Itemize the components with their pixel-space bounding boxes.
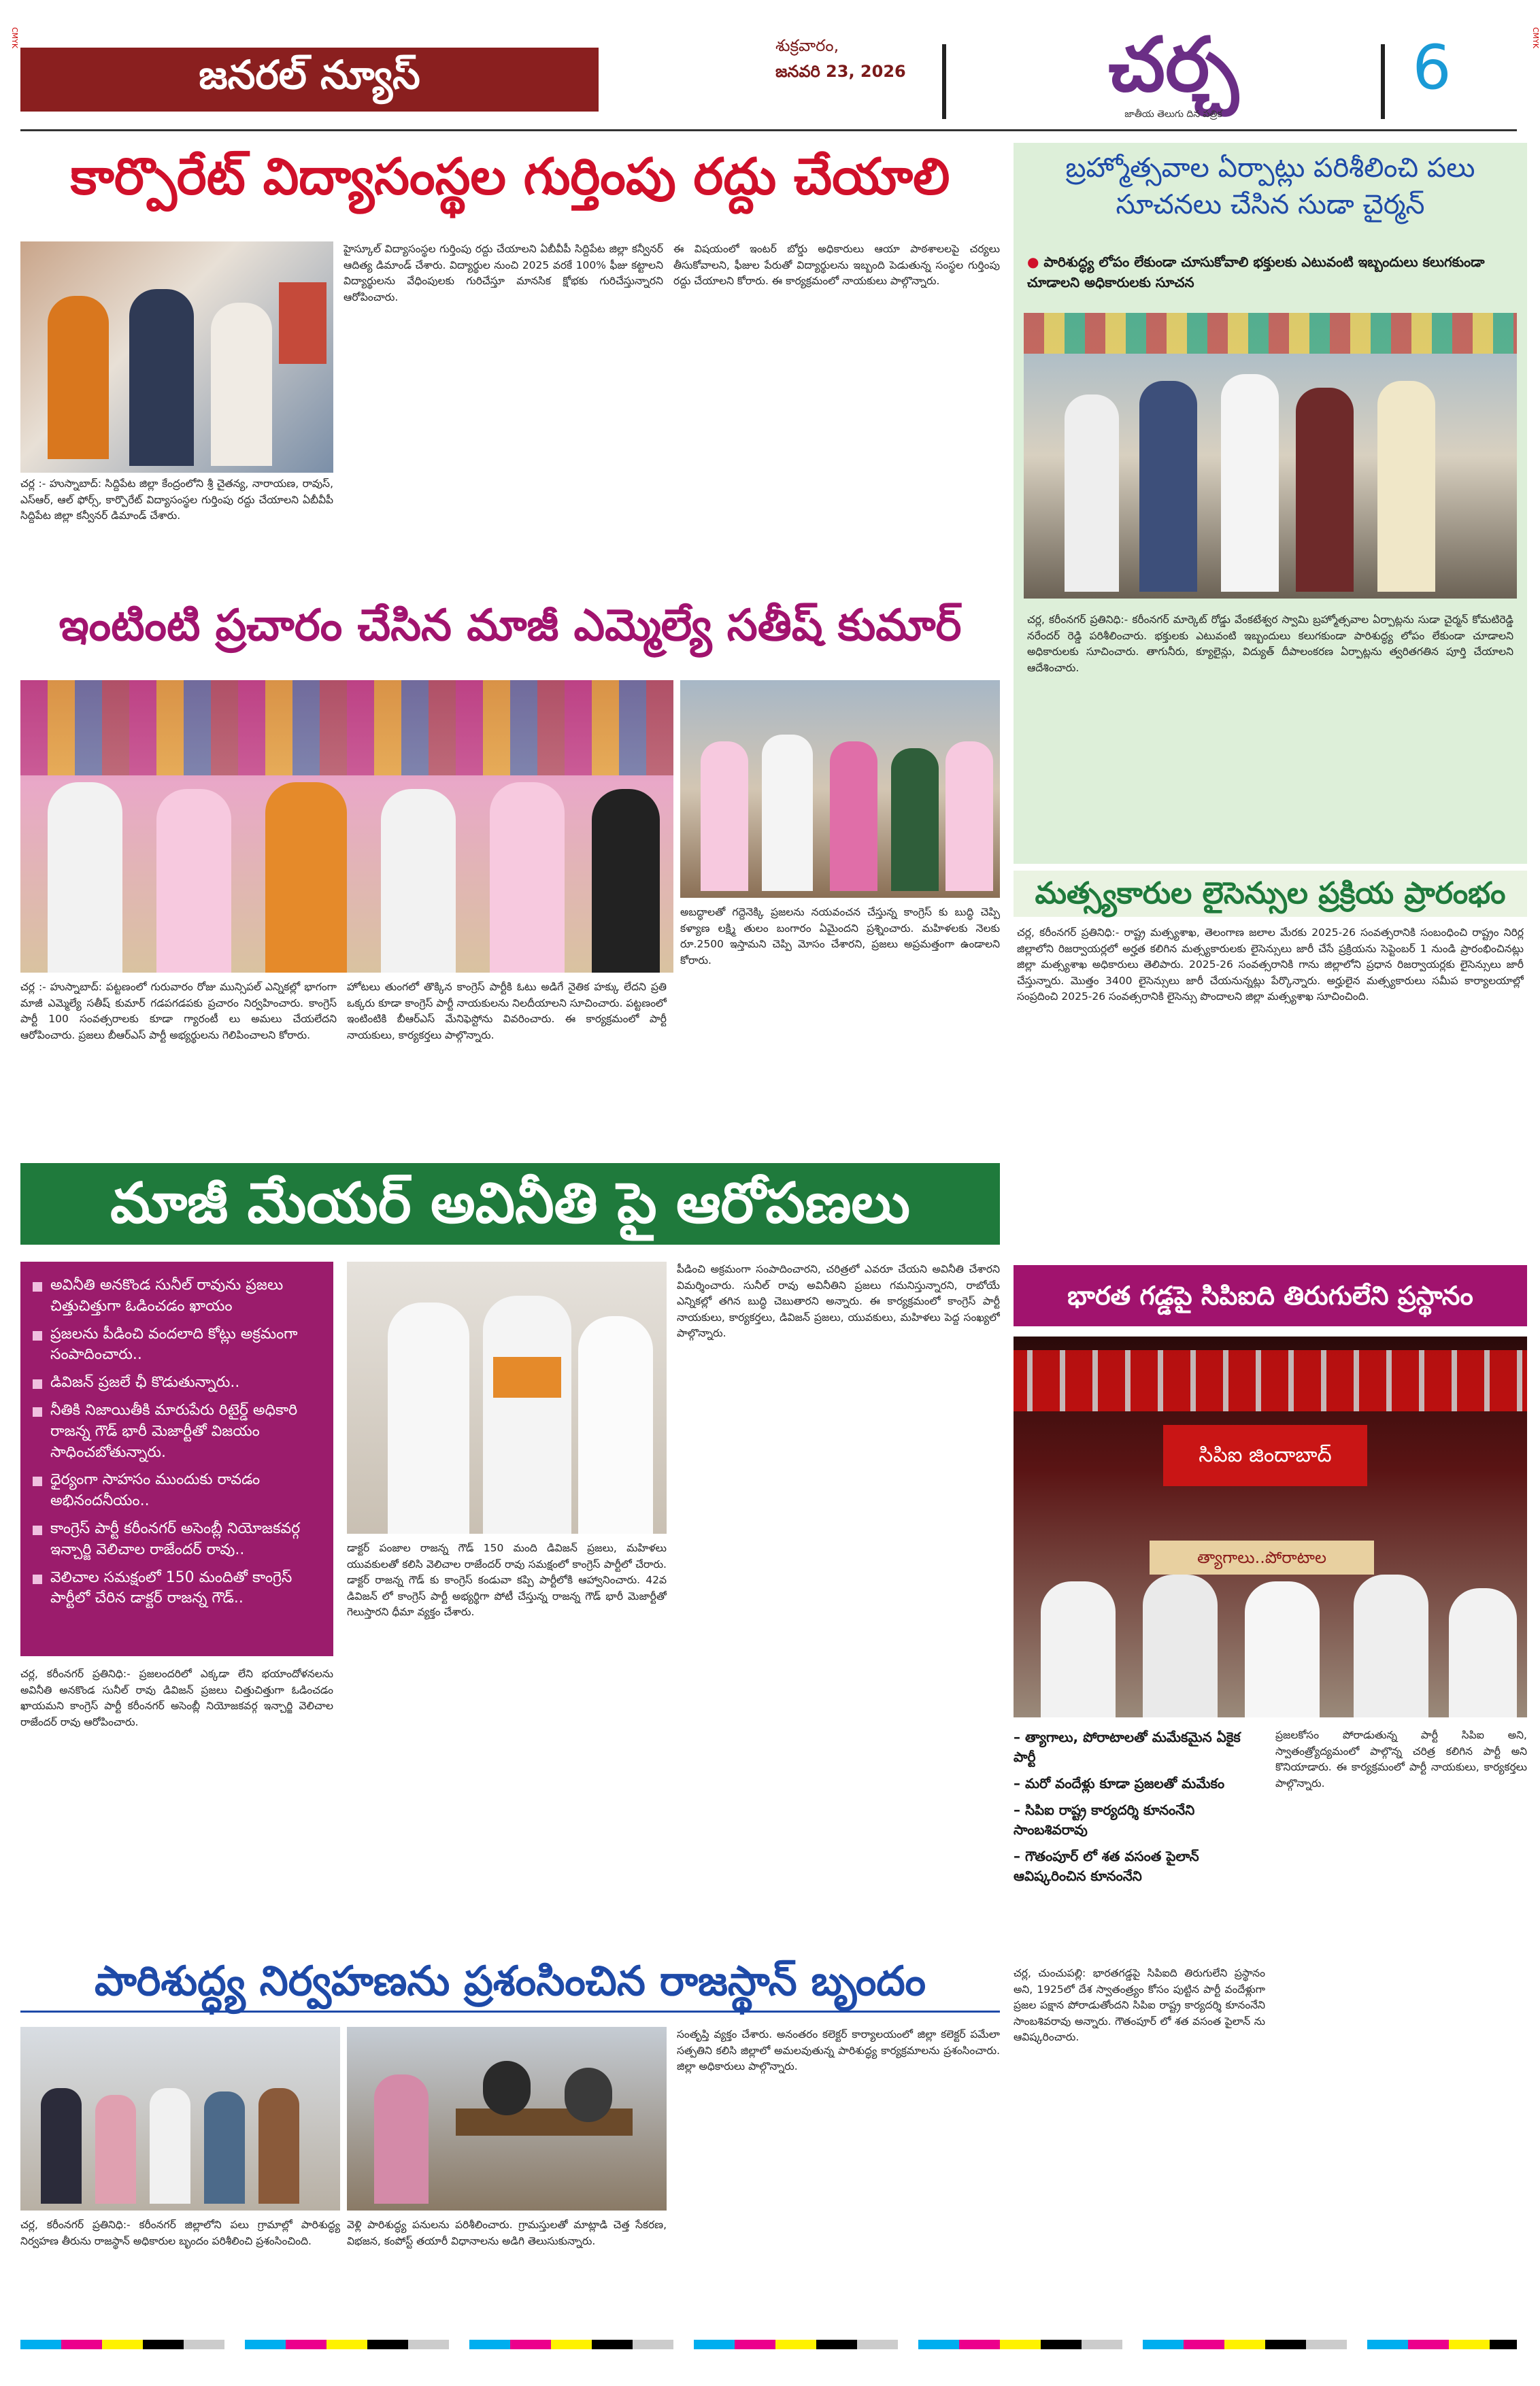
page-number: 6 [1412,32,1452,103]
corporate-body-col3: ఈ విషయంలో ఇంటర్ బోర్డు అధికారులు ఆయా పాఠశాలలపై చర్యలు తీసుకోవాలని, ఫీజుల పేరుతో విద్యార్థులను ఇబ్బంది పెడుతున్న సంస్థల గుర్తింపు రద్దు చేయాలని కోరారు. ఈ కార్యక్రమంలో నాయకులు పాల్గొన్నారు. [673,243,1000,288]
satish-photo-2 [680,680,1000,898]
logo: చర్చ [1108,21,1239,108]
corporate-photo [20,241,333,473]
mayor-bullets [33,1275,321,1609]
logo-tagline: జాతీయ తెలుగు దిన పత్రిక [1124,109,1222,120]
satish-body-col2: హోటలు తుంగలో తొక్కిన కాంగ్రెస్ పార్టీకి ఓటు అడిగే నైతిక హక్కు లేదని ప్రతి ఒక్కరు కూడా కాంగ్రెస్ పార్టీ నాయకులను నిలదీయాలని సూచించారు. పట్టణంలో ఇంటింటికి బీఆర్ఎస్ మేనిఫెస్టోను వివరించారు. ఈ కార్యక్రమంలో పార్టీ నాయకులు, కార్యకర్తలు పాల్గొన్నారు. [347,981,667,1041]
mayor-body-col2: డాక్టర్ పంజాల రాజన్న గౌడ్ 150 మంది డివిజన్ ప్రజలు, మహిళలు యువకులతో కలిసి వెలిచాల రాజేందర్ రావు సమక్షంలో కాంగ్రెస్ పార్టీలో చేరారు. డాక్టర్ రాజన్న గౌడ్ కు కాంగ్రెస్ కండువా కప్పి పార్టీలోకి ఆహ్వానించారు. 42వ డివిజన్ లో కాంగ్రెస్ పార్టీ అభ్యర్థిగా పోటీ చేస్తున్న రాజన్న గౌడ్ భారీ మెజార్టీతో గెలుస్తారని ధీమా వ్యక్తం చేశారు. [347,1542,667,1619]
header-divider-2 [1381,44,1385,119]
fisheries-headline: మత్స్యకారుల లైసెన్సుల ప్రక్రియ ప్రారంభం [1014,871,1527,917]
corner-mark-right: CMYK [1531,27,1540,49]
cpi-bullet: – మరో వందేళ్లు కూడా ప్రజలతో మమేకం [1014,1775,1225,1792]
brahmotsavam-body: చర్ల, కరీంనగర్ ప్రతినిధి:- కరీంనగర్ మార్కెట్ రోడ్డు వేంకటేశ్వర స్వామి బ్రహ్మోత్సవాల ఏర్పాట్లను సుడా చైర్మన్ కోమటిరెడ్డి నరేందర్ రెడ్డి పరిశీలించారు. భక్తులకు ఎటువంటి ఇబ్బందులు కలుగకుండా పారిశుద్ధ్య లోపం లేకుండా చూడాలని అధికారులకు సూచించారు. తాగునీరు, క్యూలైన్లు, విద్యుత్ దీపాలంకరణ ఏర్పాట్లను త్వరితగతిన పూర్తి చేయాలని ఆదేశించారు. [1027,614,1513,674]
date-label: జనవరి 23, 2026 [775,62,906,82]
corporate-body-col2: హైస్కూల్ విద్యాసంస్థల గుర్తింపు రద్దు చేయాలని ఏబీవీపీ సిద్దిపేట జిల్లా కన్వీనర్ ఆదిత్య డిమాండ్ చేశారు. విద్యార్థుల నుంచి 2025 వరకే 100% ఫీజు కట్టాలని విద్యార్థులను వేధింపులకు గురిచేస్తూ మానసిక క్షోభకు గురిచేస్తున్నారని ఆరోపించారు. [344,243,663,303]
corporate-caption: చర్ల :- హుస్నాబాద్: సిద్దిపేట జిల్లా కేంద్రంలోని శ్రీ చైతన్య, నారాయణ, రావుస్, ఎస్ఆర్, ఆల్ ఫోర్స్, కార్పొరేట్ విద్యాసంస్థల గుర్తింపు రద్దు చేయాలని ఏబీవీపీ సిద్దిపేట జిల్లా కన్వీనర్ డిమాండ్ చేశారు. [20,477,333,522]
rajasthan-headline: పారిశుద్ధ్య నిర్వహణను ప్రశంసించిన రాజస్థాన్ బృందం [20,1959,1000,2013]
cpi-headline: భారత గడ్డపై సిపిఐది తిరుగులేని ప్రస్థానం [1014,1265,1527,1326]
mayor-body-col3: పీడించి అక్రమంగా సంపాదించారని, చరిత్రలో ఎవరూ చేయని అవినీతి చేశారని విమర్శించారు. సునీల్ రావు అవినీతిని ప్రజలు గమనిస్తున్నారని, రాబోయే ఎన్నికల్లో తగిన బుద్ధి చెబుతారని అన్నారు. ఈ కార్యక్రమంలో కాంగ్రెస్ పార్టీ నాయకులు, కార్యకర్తలు, డివిజన్ ప్రజలు, యువకులు, మహిళలు పెద్ద సంఖ్యలో పాల్గొన్నారు. [677,1263,1000,1340]
mayor-body-col1: చర్ల, కరీంనగర్ ప్రతినిధి:- ప్రజలందరిలో ఎక్కడా లేని భయాందోళనలను అవినీతి అనకొండ సునీల్ రావు డివిజన్ ప్రజలు చిత్తుచిత్తుగా ఓడించడం ఖాయమని కాంగ్రెస్ పార్టీ కరీంనగర్ అసెంబ్లీ నియోజకవర్గ ఇన్చార్జి వెలిచాల రాజేందర్ రావు ఆరోపించారు. [20,1668,333,1728]
fisheries-body: చర్ల, కరీంనగర్ ప్రతినిధి:- రాష్ట్ర మత్స్యశాఖ, తెలంగాణ జలాల మేరకు 2025-26 సంవత్సరానికి సంబంధించి రాష్ట్రం నిరిర్ల జిల్లాలోని రిజర్వాయర్లలో అర్హత కలిగిన మత్స్యకారులకు లైసెన్సులు జారీ చేసే ప్రక్రియను సెప్టెంబర్ 1 నుండి ప్రారంభించినట్లు జిల్లా మత్స్యశాఖ అధికారులు తెలిపారు. 2025-26 సంవత్సరానికి గాను జిల్లాలోని ప్రధాన రిజర్వాయర్లకు లైసెన్సులు జారీ చేస్తున్నారు. మొత్తం 3400 లైసెన్సులు జారీ చేయనున్నట్లు పేర్కొన్నారు. అర్హులైన మత్స్యకారులు సమీప కార్యాలయాల్లో సంప్రదించి 2025-26 సంవత్సరానికి లైసెన్సు పొందాలని జిల్లా మత్స్యశాఖ సూచించింది. [1017,926,1524,1003]
brahmotsavam-headline: బ్రహ్మోత్సవాల ఏర్పాట్లు పరిశీలించి పలు సూచనలు చేసిన సుడా చైర్మన్ [1065,152,1475,220]
mayor-bullet: ప్రజలను పీడించి వందలాది కోట్లు అక్రమంగా సంపాదించారు.. [33,1324,321,1366]
cpi-banner-2: త్యాగాలు..పోరాటాల [1150,1541,1374,1575]
rajasthan-body-col2: వెళ్లి పారిశుద్ధ్య పనులను పరిశీలించారు. గ్రామస్తులతో మాట్లాడి చెత్త సేకరణ, విభజన, కంపోస్ట్ తయారీ విధానాలను అడిగి తెలుసుకున్నారు. [347,2219,667,2247]
cpi-body-left: చర్ల, చుంచుపల్లి: భారతగడ్డపై సిపిఐది తిరుగులేని ప్రస్థానం అని, 1925లో దేశ స్వాతంత్ర్యం కోసం పుట్టిన పార్టీ వందేళ్లుగా ప్రజల పక్షాన పోరాడుతోందని సిపిఐ రాష్ట్ర కార్యదర్శి కూనంనేని సాంబశివరావు అన్నారు. గౌతంపూర్ లో శత వసంత పైలాన్ ను ఆవిష్కరించారు. [1014,1967,1265,2044]
corner-mark-left: CMYK [10,27,19,49]
mayor-bullet: ధైర్యంగా సాహసం ముందుకు రావడం అభినందనీయం.. [33,1470,321,1512]
mayor-bullet: కాంగ్రెస్ పార్టీ కరీంనగర్ అసెంబ్లీ నియోజకవర్గ ఇన్చార్జి వెలిచాల రాజేందర్ రావు.. [33,1519,321,1561]
rajasthan-photo-2 [347,2027,667,2211]
header-divider-1 [942,44,946,119]
brahmotsavam-photo [1024,313,1517,599]
mayor-bullet: డివిజన్ ప్రజలే ఛీ కొడుతున్నారు.. [33,1373,321,1394]
mayor-photo [347,1262,667,1534]
cpi-body-right: ప్రజలకోసం పోరాడుతున్న పార్టీ సిపిఐ అని, స్వాతంత్ర్యోద్యమంలో పాల్గొన్న చరిత్ర కలిగిన పార్టీ అని కొనియాడారు. ఈ కార్యక్రమంలో పార్టీ నాయకులు, కార్యకర్తలు పాల్గొన్నారు. [1275,1729,1527,1790]
color-registration-bar [20,2340,1517,2349]
cpi-bullet: – సిపిఐ రాష్ట్ర కార్యదర్శి కూనంనేని సాంబశివరావు [1014,1802,1195,1838]
section-label: జనరల్ న్యూస్ [20,48,599,112]
rajasthan-body-col1: చర్ల, కరీంనగర్ ప్రతినిధి:- కరీంనగర్ జిల్లాలోని పలు గ్రామాల్లో పారిశుద్ధ్య నిర్వహణ తీరును రాజస్థాన్ అధికారుల బృందం పరిశీలించి ప్రశంసించింది. [20,2219,340,2247]
header-rule [20,129,1517,131]
brahmotsavam-subhead: ● పారిశుద్ధ్య లోపం లేకుండా చూసుకోవాలి భక్తులకు ఎటువంటి ఇబ్బందులు కలుగకుండా చూడాలని అధికారులకు సూచన [1027,254,1485,290]
day-label: శుక్రవారం, [775,36,839,55]
bullet-dot-icon: ● [1027,254,1044,270]
cpi-bullets [1014,1728,1265,1893]
mayor-headline: మాజీ మేయర్ అవినీతి పై ఆరోపణలు [20,1163,1000,1245]
cpi-banner: సిపిఐ జిందాబాద్ [1163,1425,1367,1486]
brahmotsavam-box [1014,143,1527,864]
corporate-headline: కార్పొరేట్ విద్యాసంస్థల గుర్తింపు రద్దు చేయాలి [70,148,950,206]
satish-body-col3: అబద్ధాలతో గద్దెనెక్కి ప్రజలను నయవంచన చేస్తున్న కాంగ్రెస్ కు బుద్ధి చెప్పి కళ్యాణ లక్ష్మి తులం బంగారం ఏమైందని ప్రశ్నించారు. మహిళలకు నెలకు రూ.2500 ఇస్తామని చెప్పి మోసం చేశారని, ప్రజలు అప్రమత్తంగా ఉండాలని కోరారు. [680,906,1000,967]
cpi-bullet: – త్యాగాలు, పోరాటాలతో మమేకమైన ఏకైక పార్టీ [1014,1729,1241,1765]
mayor-bullets-box [20,1262,333,1656]
mayor-bullet: అవినీతి అనకొండ సునీల్ రావును ప్రజలు చిత్తుచిత్తుగా ఓడించడం ఖాయం [33,1275,321,1317]
satish-body-col1: చర్ల :- హుస్నాబాద్: పట్టణంలో గురువారం రోజు మున్సిపల్ ఎన్నికల్లో భాగంగా మాజీ ఎమ్మెల్యే సతీష్ కుమార్ గడపగడపకు ప్రచారం నిర్వహించారు. కాంగ్రెస్ పార్టీ 100 సంవత్సరాలకు కూడా గ్యారంటీ లు అమలు చేయలేదని ఆరోపించారు. ప్రజలు బీఆర్ఎస్ పార్టీ అభ్యర్థులను గెలిపించాలని కోరారు. [20,981,337,1041]
satish-photo-1 [20,680,673,973]
cpi-photo [1014,1337,1527,1717]
cpi-bullet: – గౌతంపూర్ లో శత వసంత పైలాన్ ఆవిష్కరించిన కూనంనేని [1014,1848,1199,1884]
rajasthan-photo-1 [20,2027,340,2211]
mayor-bullet: నీతికి నిజాయితీకి మారుపేరు రిటైర్డ్ అధికారి రాజన్న గౌడ్ భారీ మెజార్టీతో విజయం సాధించబోతున్నారు. [33,1400,321,1463]
rajasthan-body-col3: సంతృప్తి వ్యక్తం చేశారు. అనంతరం కలెక్టర్ కార్యాలయంలో జిల్లా కలెక్టర్ పమేలా సత్పతిని కలిసి జిల్లాలో అమలవుతున్న పారిశుద్ధ్య కార్యక్రమాలను ప్రశంసించారు. జిల్లా అధికారులు పాల్గొన్నారు. [677,2028,1000,2073]
date-block [775,33,925,85]
mayor-bullet: వెలిచాల సమక్షంలో 150 మందితో కాంగ్రెస్ పార్టీలో చేరిన డాక్టర్ రాజన్న గౌడ్.. [33,1568,321,1610]
satish-headline: ఇంటింటి ప్రచారం చేసిన మాజీ ఎమ్మెల్యే సతీష్ కుమార్ [58,601,962,651]
